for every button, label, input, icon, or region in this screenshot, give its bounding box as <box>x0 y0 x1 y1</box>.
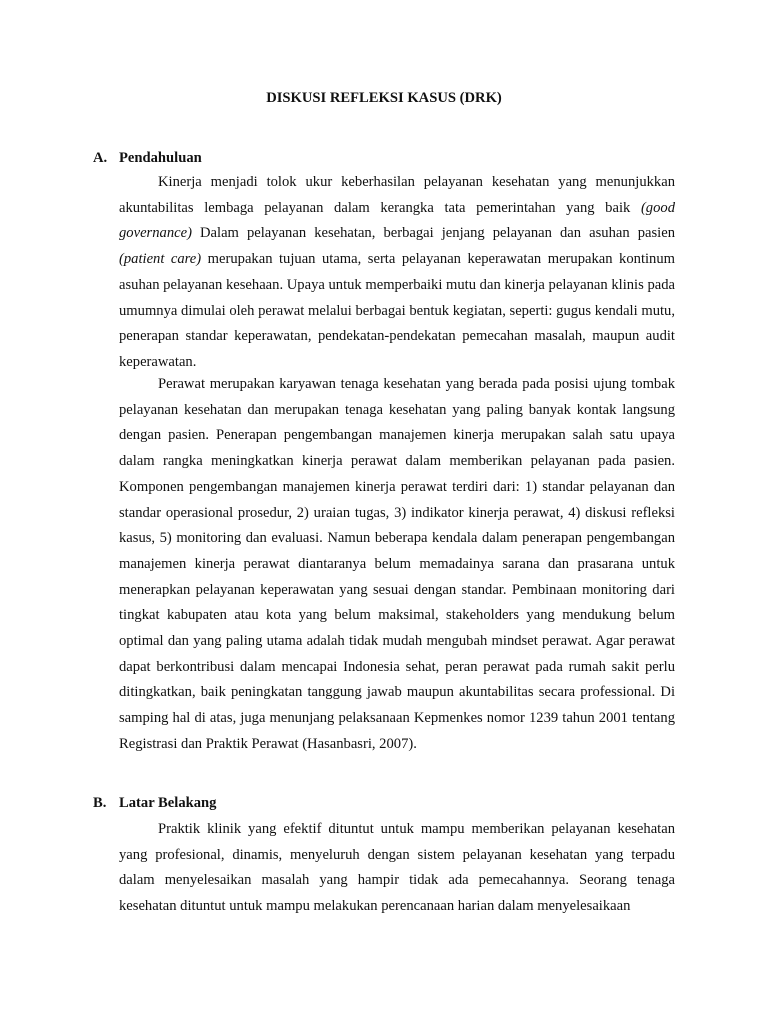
section-title: Latar Belakang <box>119 795 217 811</box>
paragraph-latar-belakang-1: Praktik klinik yang efektif dituntut untuk mampu memberikan pelayanan kesehatan yang profesional, dinamis, menyeluruh dengan sistem pelayanan kesehatan yang terpadu dalam menyelesaikan masalah yang hampir tidak ada pemecahannya. Seorang tenaga kesehatan dituntut untuk mampu melakukan perencanaan harian dalam menyelesaikaan <box>119 821 675 915</box>
paragraph-text: Dalam pelayanan kesehatan, berbagai jenjang pelayanan dan asuhan pasien <box>191 225 675 242</box>
section-heading-pendahuluan <box>93 150 202 167</box>
italic-term: (patient care) <box>119 251 202 268</box>
section-title: Pendahuluan <box>119 150 202 166</box>
section-letter: B. <box>93 795 107 811</box>
paragraph-pendahuluan-2: Perawat merupakan karyawan tenaga kesehatan yang berada pada posisi ujung tombak pelayanan kesehatan dan merupakan tenaga kesehatan yang paling banyak kontak langsung dengan pasien. Penerapan pengembangan manajemen kinerja merupakan salah satu upaya dalam rangka meningkatkan kinerja perawat dalam memberikan pelayanan pada pasien. Komponen pengembangan manajemen kinerja perawat terdiri dari: 1) standar pelayanan dan standar operasional prosedur, 2) uraian tugas, 3) indikator kinerja perawat, 4) diskusi refleksi kasus, 5) monitoring dan evaluasi. Namun beberapa kendala dalam penerapan pengembangan manajemen kinerja perawat diantaranya belum memadainya sarana dan prasarana untuk menerapkan pelayanan keperawatan yang sesuai dengan standar. Pembinaan monitoring dari tingkat kabupaten atau kota yang belum maksimal, stakeholders yang mendukung belum optimal dan yang paling utama adalah tidak mudah mengubah mindset perawat. Agar perawat dapat berkontribusi dalam mencapai Indonesia sehat, peran perawat pada rumah sakit perlu ditingkatkan, baik peningkatan tanggung jawab maupun akuntabilitas secara professional. Di samping hal di atas, juga menunjang pelaksanaan Kepmenkes nomor 1239 tahun 2001 tentang Registrasi dan Praktik Perawat (Hasanbasri, 2007). <box>119 376 675 752</box>
paragraph-text: merupakan tujuan utama, serta pelayanan keperawatan merupakan kontinum asuhan pelayanan kesehaan. Upaya untuk memperbaiki mutu dan kinerja pelayanan klinis pada umumnya dimulai oleh perawat melalui berbagai bentuk kegiatan, seperti: gugus kendali mutu, penerapan standar keperawatan, pendekatan-pendekatan pemecahan masalah, maupun audit keperawatan. <box>119 251 675 370</box>
italic-term: (good governance) <box>119 199 675 242</box>
section-heading-latar-belakang <box>93 795 216 812</box>
document-title: DISKUSI REFLEKSI KASUS (DRK) <box>266 90 502 106</box>
paragraph-pendahuluan-1 <box>119 170 675 376</box>
paragraph-text: Kinerja menjadi tolok ukur keberhasilan pelayanan kesehatan yang menunjukkan akuntabilitas lembaga pelayanan dalam kerangka tata pemerintahan yang baik <box>119 174 675 216</box>
section-letter: A. <box>93 150 108 166</box>
